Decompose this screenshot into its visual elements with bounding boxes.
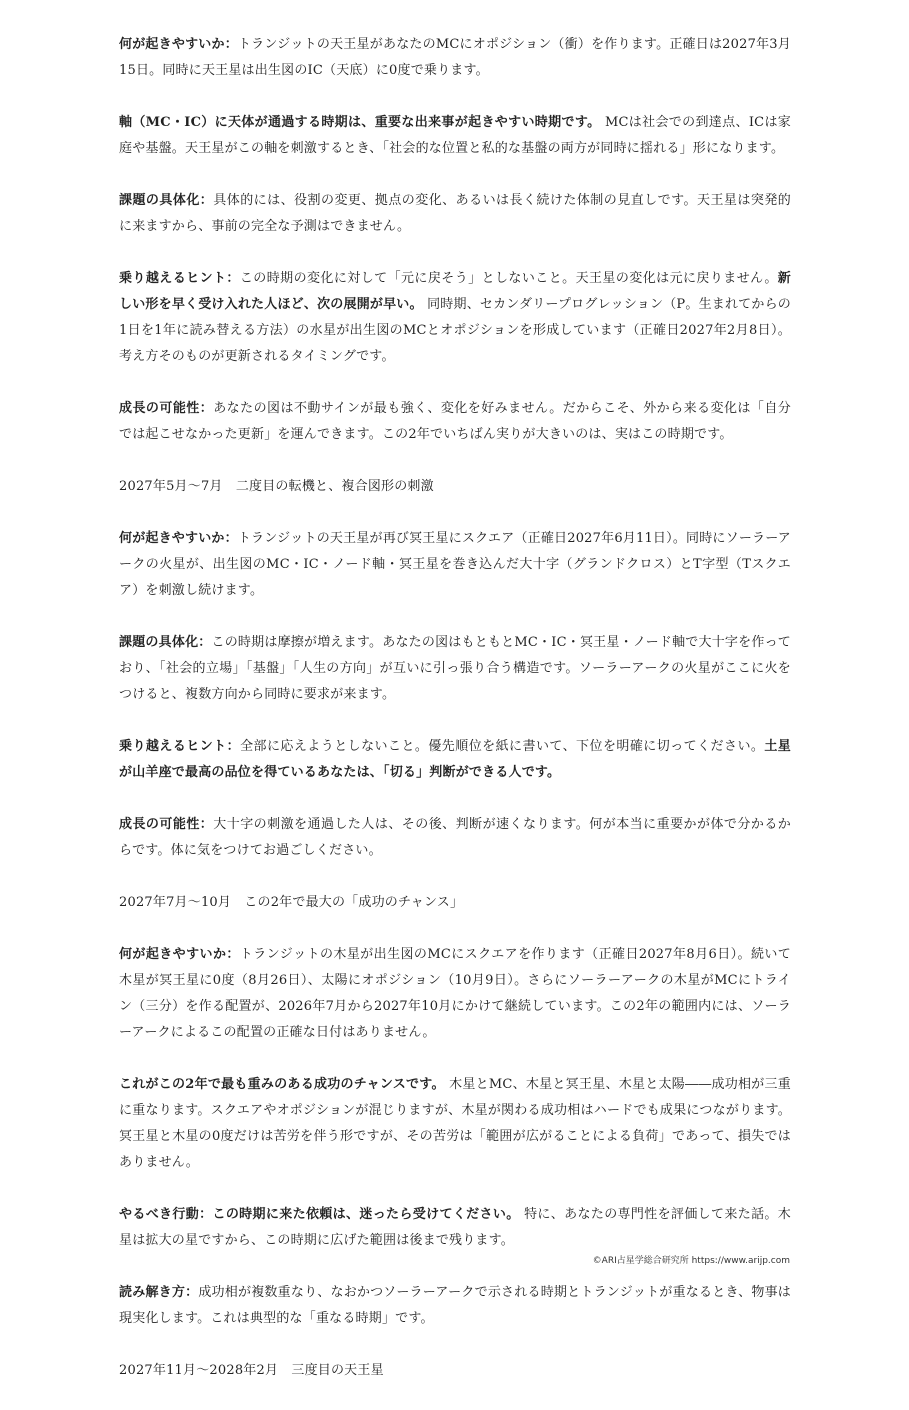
bold-text: 課題の具体化：	[119, 635, 212, 650]
body-text: トランジットの天王星が再び冥王星にスクエア（正確日2027年6月11日）。同時にソーラーアークの火星が、出生図のMC・IC・ノード軸・冥王星を巻き込んだ大十字（グランドクロス）とT字型（Tスクエア）を刺激し続けます。	[119, 531, 791, 598]
paragraph	[119, 526, 791, 604]
body-text: 具体的には、役割の変更、拠点の変化、あるいは長く続けた体制の見直しです。天王星は突発的に来ますから、事前の完全な予測はできません。	[119, 193, 791, 234]
body-text: 同時期、セカンダリープログレッション（P。生まれてからの1日を1年に読み替える方法）の水星が出生図のMCとオポジションを形成しています（正確日2027年2月8日）。考え方そのものが更新されるタイミングです。	[119, 297, 792, 364]
bold-text: 何が起きやすいか：	[119, 37, 238, 52]
body-text: MCは社会での到達点、ICは家庭や基盤。天王星がこの軸を刺激するとき、「社会的な位置と私的な基盤の両方が同時に揺れる」形になります。	[119, 115, 791, 156]
bold-text: 何が起きやすいか：	[119, 947, 240, 962]
paragraph	[119, 734, 791, 786]
bold-text: 新しい形を早く受け入れた人ほど、次の展開が早い。	[119, 271, 791, 312]
body-text: この時期は摩擦が増えます。あなたの図はもともとMC・IC・冥王星・ノード軸で大十字を作っており、「社会的立場」「基盤」「人生の方向」が互いに引っ張り合う構造です。ソーラーアークの火星がここに火をつけると、複数方向から同時に要求が来ます。	[119, 635, 791, 702]
body-text: この時期の変化に対して「元に戻そう」としないこと。天王星の変化は元に戻りません。	[239, 271, 778, 286]
bold-text: やるべき行動：この時期に来た依頼は、迷ったら受けてください。	[119, 1207, 520, 1222]
section-heading	[119, 890, 791, 916]
page-footer: ©ARI占星学総合研究所 https://www.arijp.com	[592, 1256, 790, 1266]
bold-text: 乗り越えるヒント：	[119, 739, 241, 754]
body-text: 2027年5月〜7月 二度目の転機と、複合図形の刺激	[119, 479, 434, 494]
paragraph	[119, 630, 791, 708]
bold-text: 乗り越えるヒント：	[119, 271, 240, 286]
paragraph	[119, 1072, 791, 1176]
paragraph	[119, 942, 791, 1046]
section-heading	[119, 474, 791, 500]
body-text: 2027年11月〜2028年2月 三度目の天王星	[119, 1363, 384, 1378]
body-text: 特に、あなたの専門性を評価して来た話。木星は拡大の星ですから、この時期に広げた範囲は後まで残ります。	[119, 1207, 791, 1248]
bold-text: 成長の可能性：	[119, 401, 214, 416]
bold-text: 何が起きやすいか：	[119, 531, 238, 546]
paragraph	[119, 396, 791, 448]
bold-text: 課題の具体化：	[119, 193, 214, 208]
paragraph	[119, 266, 791, 370]
section-heading	[119, 1358, 791, 1384]
body-text: あなたの図は不動サインが最も強く、変化を好みません。だからこそ、外から来る変化は「自分では起こせなかった更新」を運んできます。この2年でいちばん実りが大きいのは、実はこの時期です。	[119, 401, 792, 442]
bold-text: これがこの2年で最も重みのある成功のチャンスです。	[119, 1077, 445, 1092]
body-text: 全部に応えようとしないこと。優先順位を紙に書いて、下位を明確に切ってください。	[240, 739, 765, 754]
body-text: トランジットの木星が出生図のMCにスクエアを作ります（正確日2027年8月6日）。続いて木星が冥王星に0度（8月26日）、太陽にオポジション（10月9日）。さらにソーラーアークの木星がMCにトライン（三分）を作る配置が、2026年7月から2027年10月にかけて継続しています。この2年の範囲内には、ソーラーアークによるこの配置の正確な日付はありません。	[119, 947, 791, 1040]
paragraph	[119, 32, 791, 84]
body-text: トランジットの天王星があなたのMCにオポジション（衝）を作ります。正確日は2027年3月15日。同時に天王星は出生図のIC（天底）に0度で乗ります。	[119, 37, 791, 78]
paragraph	[119, 1280, 791, 1332]
bold-text: 読み解き方：	[119, 1285, 199, 1300]
paragraph	[119, 188, 791, 240]
paragraph	[119, 812, 791, 864]
paragraph	[119, 1202, 791, 1254]
body-text: 木星とMC、木星と冥王星、木星と太陽――成功相が三重に重なります。スクエアやオポジションが混じりますが、木星が関わる成功相はハードでも成果につながります。冥王星と木星の0度だけは苦労を伴う形ですが、その苦労は「範囲が広がることによる負荷」であって、損失ではありません。	[119, 1077, 791, 1170]
paragraph	[119, 110, 791, 162]
bold-text: 軸（MC・IC）に天体が通過する時期は、重要な出来事が起きやすい時期です。	[119, 115, 601, 130]
body-text: 成功相が複数重なり、なおかつソーラーアークで示される時期とトランジットが重なるとき、物事は現実化します。これは典型的な「重なる時期」です。	[119, 1285, 791, 1326]
bold-text: 土星が山羊座で最高の品位を得ているあなたは、「切る」判断ができる人です。	[119, 739, 791, 780]
bold-text: 成長の可能性：	[119, 817, 214, 832]
document-body	[119, 32, 791, 1410]
body-text: 2027年7月〜10月 この2年で最大の「成功のチャンス」	[119, 895, 464, 910]
body-text: 大十字の刺激を通過した人は、その後、判断が速くなります。何が本当に重要かが体で分かるからです。体に気をつけてお過ごしください。	[119, 817, 791, 858]
